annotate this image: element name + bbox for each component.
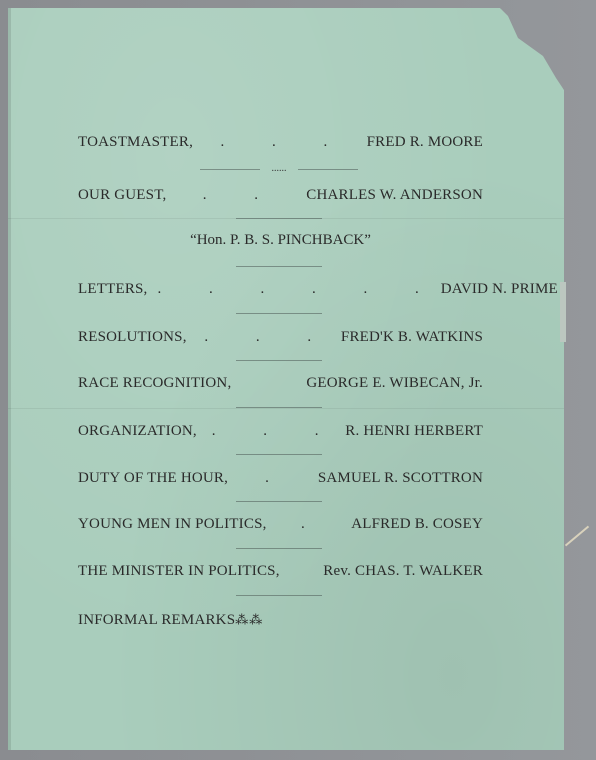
program-row-toastmaster — [78, 131, 483, 153]
program-row-minister-in-politics — [78, 560, 483, 582]
program-item-label: INFORMAL REMARKS — [78, 611, 236, 628]
program-row-resolutions — [78, 326, 483, 348]
dotted-divider: ...... — [200, 165, 358, 173]
divider-rule — [236, 313, 322, 314]
program-item-label: LETTERS, — [78, 280, 148, 297]
program-row-duty-of-the-hour — [78, 467, 483, 489]
program-item-speaker: FRED R. MOORE — [366, 133, 483, 150]
program-item-speaker: CHARLES W. ANDERSON — [306, 186, 483, 203]
program-item-label: OUR GUEST, — [78, 186, 167, 203]
program-item-speaker: Rev. CHAS. T. WALKER — [323, 562, 483, 579]
asterism-ornament-icon: ⁂⁂ — [235, 612, 264, 627]
program-row-organization — [78, 420, 483, 442]
program-item-label: RESOLUTIONS, — [78, 328, 187, 345]
binding-string — [565, 526, 589, 547]
program-row-race-recognition — [78, 372, 483, 394]
program-item-speaker: GEORGE E. WIBECAN, Jr. — [306, 374, 483, 391]
leader-dots: . . . . . . — [157, 280, 441, 297]
divider-rule — [236, 501, 322, 502]
program-row-informal-remarks — [78, 609, 483, 631]
divider-rule — [236, 360, 322, 361]
leader-dots: . — [301, 515, 327, 532]
leader-dots: . . . — [211, 422, 341, 439]
leader-dots: . . . — [204, 328, 334, 345]
binding-tab — [560, 282, 566, 342]
divider-rule — [236, 548, 322, 549]
program-item-label: DUTY OF THE HOUR, — [78, 469, 229, 486]
leader-dots: . . . — [220, 133, 350, 150]
program-item-speaker: FRED'K B. WATKINS — [340, 328, 483, 345]
program-row-letters — [78, 278, 558, 300]
guest-subtitle: “Hon. P. B. S. PINCHBACK” — [190, 232, 371, 248]
program-item-label: TOASTMASTER, — [78, 133, 194, 150]
program-row-young-men-in-politics — [78, 513, 483, 535]
program-item-label: RACE RECOGNITION, — [78, 374, 232, 391]
divider-rule — [236, 266, 322, 267]
leader-dots: . . — [202, 186, 280, 203]
program-item-label: THE MINISTER IN POLITICS, — [78, 562, 280, 579]
program-item-speaker: SAMUEL R. SCOTTRON — [317, 469, 483, 486]
program-item-speaker: DAVID N. PRIME — [440, 280, 558, 297]
program-row-our-guest — [78, 184, 483, 206]
program-item-label: YOUNG MEN IN POLITICS, — [78, 515, 267, 532]
divider-rule — [236, 407, 322, 408]
divider-rule — [236, 595, 322, 596]
page-fold-line — [8, 408, 564, 409]
program-item-label: ORGANIZATION, — [78, 422, 197, 439]
divider-rule — [236, 218, 322, 219]
page-left-edge — [8, 8, 11, 750]
leader-dots: . — [265, 469, 291, 486]
divider-rule — [236, 454, 322, 455]
program-item-speaker: R. HENRI HERBERT — [345, 422, 483, 439]
program-item-speaker: ALFRED B. COSEY — [351, 515, 483, 532]
